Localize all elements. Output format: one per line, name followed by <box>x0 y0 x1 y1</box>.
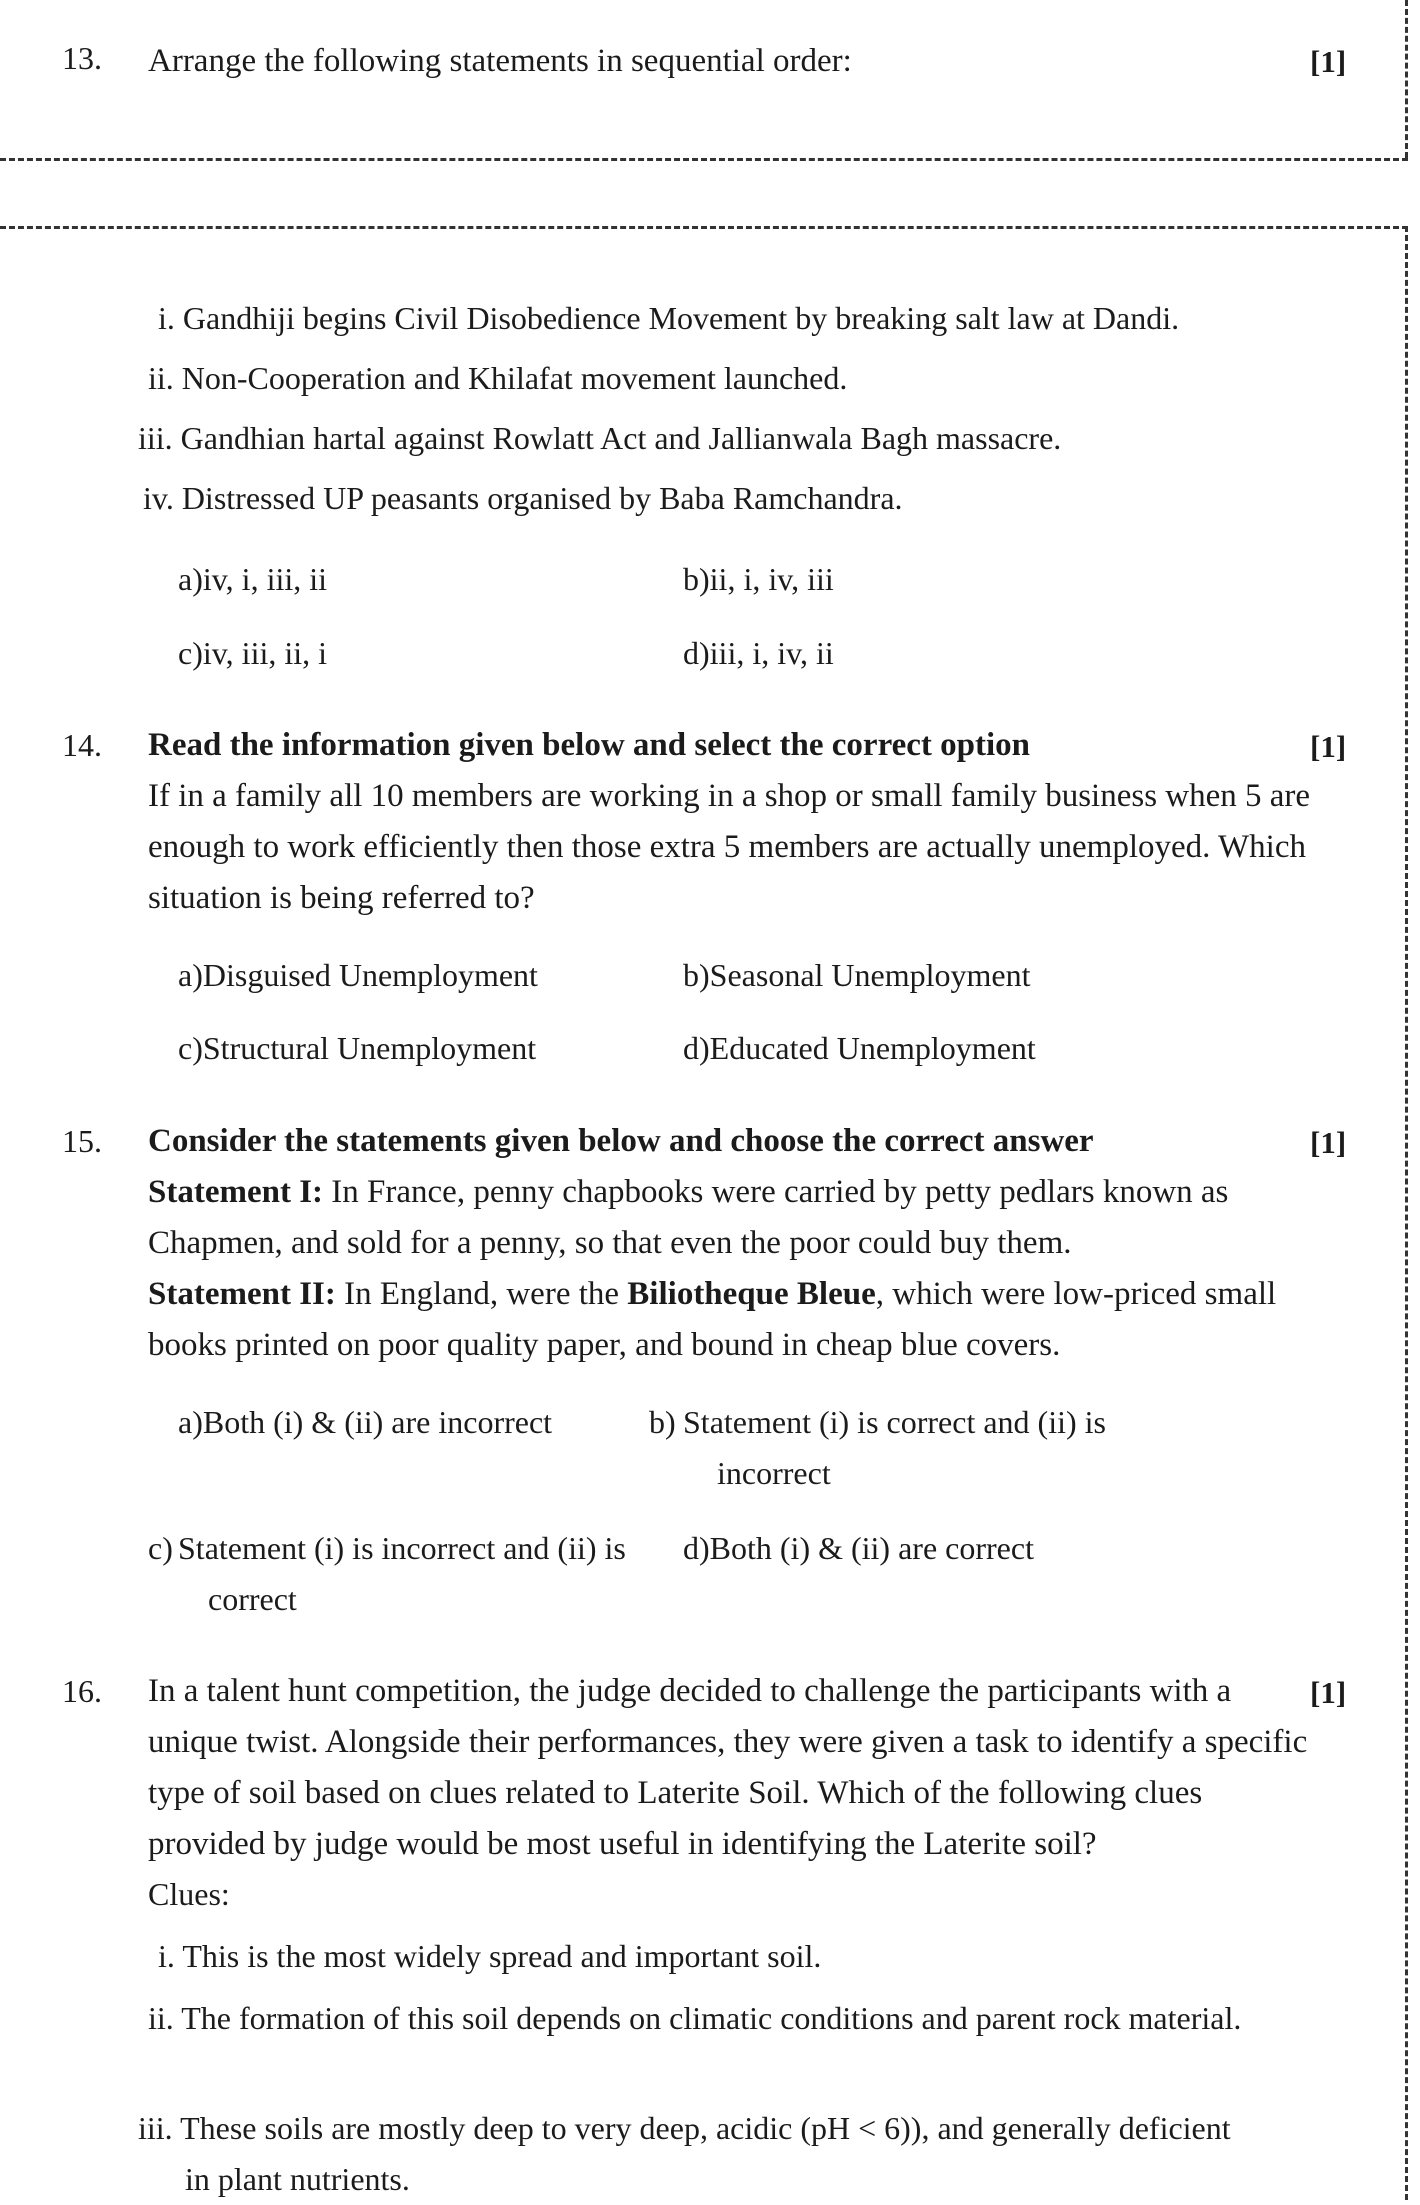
q16-clue <box>138 2103 1255 2205</box>
q15-statement-2-label: Statement II: <box>148 1276 336 1312</box>
q15-option-c[interactable]: c) Statement (i) is incorrect and (ii) is correct <box>148 1530 626 1617</box>
option-text: Educated Unemployment <box>709 1030 1036 1066</box>
q16-clue-num: i. <box>158 1938 175 1974</box>
q13-mark: [1] <box>1310 44 1347 79</box>
option-text: Statement (i) is correct and (ii) is incorrect <box>683 1404 1106 1491</box>
q14-mark: [1] <box>1310 729 1347 764</box>
q14-number: 14. <box>62 727 102 763</box>
q16-clue-text: The formation of this soil depends on climatic conditions and parent rock material. <box>181 2000 1242 2036</box>
q13-statement-num: iii. <box>138 420 173 456</box>
q13-option-d[interactable] <box>683 635 834 672</box>
q14-option-b[interactable] <box>683 957 1030 994</box>
option-text: iii, i, iv, ii <box>709 635 834 671</box>
q15-mark: [1] <box>1310 1125 1347 1160</box>
page-border-top-right <box>1405 0 1408 158</box>
option-text: iv, i, iii, ii <box>202 561 328 597</box>
q15-number: 15. <box>62 1123 102 1159</box>
q13-option-a[interactable] <box>178 561 327 598</box>
q16-number: 16. <box>62 1673 102 1709</box>
q13-statement <box>138 420 1061 457</box>
q13-statement-text: Gandhian hartal against Rowlatt Act and Jallianwala Bagh massacre. <box>180 420 1062 456</box>
q16-mark: [1] <box>1310 1675 1347 1710</box>
page-break-top-line <box>0 226 1408 229</box>
page-border-right <box>1405 226 1408 2200</box>
q15-statement-2-text-end: , which were low-priced small books printed on poor quality paper, and bound in cheap blue covers. <box>148 1276 1277 1363</box>
q15-heading: Consider the statements given below and choose the correct answer <box>148 1123 1094 1159</box>
option-label: d) <box>683 1530 710 1566</box>
q15-statement-1-label: Statement I: <box>148 1174 324 1210</box>
option-label: d) <box>683 635 710 671</box>
q13-option-c[interactable] <box>178 635 327 672</box>
q14-option-d[interactable] <box>683 1030 1036 1067</box>
q15-option-b[interactable]: b) Statement (i) is correct and (ii) is incorrect <box>649 1404 1106 1491</box>
q13-option-b[interactable] <box>683 561 834 598</box>
option-label: c) <box>178 1030 203 1066</box>
q13-statement <box>148 360 847 397</box>
q14-heading: Read the information given below and select the correct option <box>148 727 1031 763</box>
q15-statement-1-text: In France, penny chapbooks were carried by petty pedlars known as Chapmen, and sold for a penny, so that even the poor could buy them. <box>148 1174 1229 1261</box>
q16-clue-num: iii. <box>138 2110 173 2146</box>
q15-statement-2 <box>148 1269 1323 1371</box>
q16-clue-text: This is the most widely spread and important soil. <box>182 1938 822 1974</box>
option-label: a) <box>178 1404 203 1440</box>
option-text: ii, i, iv, iii <box>709 561 834 597</box>
q13-question: Arrange the following statements in sequential order: <box>148 43 852 79</box>
q13-statement-text: Distressed UP peasants organised by Baba Ramchandra. <box>181 480 903 516</box>
q14-option-a[interactable] <box>178 957 538 994</box>
option-text: Statement (i) is incorrect and (ii) is correct <box>178 1530 626 1617</box>
option-text: iv, iii, ii, i <box>202 635 328 671</box>
q16-clues-label: Clues: <box>148 1876 230 1912</box>
q13-statement-text: Gandhiji begins Civil Disobedience Movement by breaking salt law at Dandi. <box>182 300 1180 336</box>
q14-body: If in a family all 10 members are working in a shop or small family business when 5 are enough to work efficiently then those extra 5 members are actually unemployed. Which situation is being referred to? <box>148 778 1311 916</box>
option-label: b) <box>683 561 710 597</box>
q14-option-c[interactable] <box>178 1030 536 1067</box>
q13-statement <box>158 300 1179 337</box>
option-text: Both (i) & (ii) are correct <box>709 1530 1034 1566</box>
option-text: Seasonal Unemployment <box>709 957 1031 993</box>
option-text: Disguised Unemployment <box>202 957 538 993</box>
option-label: a) <box>178 957 203 993</box>
option-text: Both (i) & (ii) are incorrect <box>202 1404 553 1440</box>
q16-clue-text: These soils are mostly deep to very deep, acidic (pH < 6)), and generally deficient in plant nutrients. <box>180 2110 1231 2197</box>
option-label: c) <box>178 635 203 671</box>
q15-statement-2-text: In England, were the <box>335 1276 628 1312</box>
q15-statement-2-highlight: Biliotheque Bleue <box>627 1276 876 1312</box>
page-break-bottom-line <box>0 158 1408 161</box>
q13-statement-num: i. <box>158 300 175 336</box>
q13-statement <box>143 480 903 517</box>
q15-option-d[interactable] <box>683 1530 1034 1567</box>
q16-clue <box>158 1938 821 1975</box>
q16-body: In a talent hunt competition, the judge decided to challenge the participants with a unique twist. Alongside their performances, they were given a task to identify a specific type of soil based on clues related to Laterite Soil. Which of the following clues provided by judge would be most useful in identifying the Laterite soil? <box>148 1673 1308 1862</box>
option-text: Structural Unemployment <box>202 1030 537 1066</box>
option-label: b) <box>683 957 710 993</box>
option-label: d) <box>683 1030 710 1066</box>
q13-number: 13. <box>62 40 102 76</box>
q16-clue <box>148 1993 1245 2044</box>
q13-statement-num: ii. <box>148 360 174 396</box>
q13-statement-text: Non-Cooperation and Khilafat movement launched. <box>181 360 848 396</box>
q16-clue-num: ii. <box>148 2000 174 2036</box>
q15-option-a[interactable] <box>178 1404 552 1441</box>
q13-statement-num: iv. <box>143 480 174 516</box>
option-label: a) <box>178 561 203 597</box>
q15-statement-1 <box>148 1167 1323 1269</box>
